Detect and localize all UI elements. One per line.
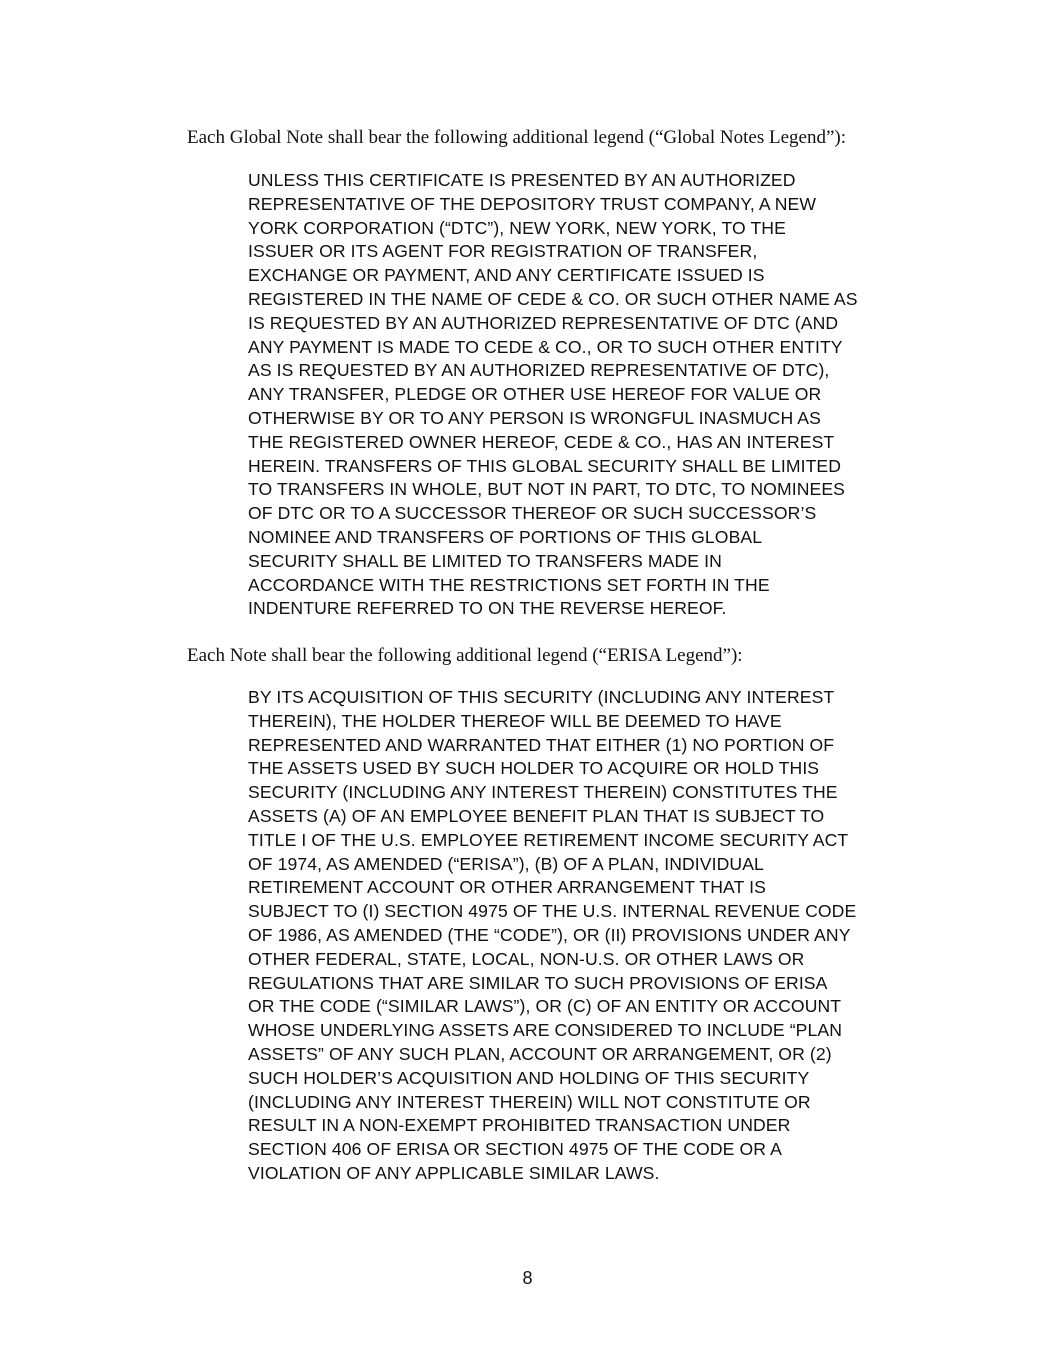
legend-line: YORK CORPORATION (“DTC”), NEW YORK, NEW YORK, TO THE <box>248 217 786 238</box>
legend-line: OF DTC OR TO A SUCCESSOR THEREOF OR SUCH SUCCESSOR’S <box>248 503 817 524</box>
legend-line: OTHERWISE BY OR TO ANY PERSON IS WRONGFUL INASMUCH AS <box>248 407 821 428</box>
page-number: 8 <box>522 1268 533 1288</box>
legend-line: EXCHANGE OR PAYMENT, AND ANY CERTIFICATE ISSUED IS <box>248 265 765 286</box>
legend-line: REGULATIONS THAT ARE SIMILAR TO SUCH PROVISIONS OF ERISA <box>248 972 828 993</box>
legend-line: OR THE CODE (“SIMILAR LAWS”), OR (C) OF AN ENTITY OR ACCOUNT <box>248 996 842 1017</box>
legend-line: RETIREMENT ACCOUNT OR OTHER ARRANGEMENT THAT IS <box>248 877 766 898</box>
legend-line: TO TRANSFERS IN WHOLE, BUT NOT IN PART, TO DTC, TO NOMINEES <box>248 479 846 500</box>
legend-line: SUCH HOLDER’S ACQUISITION AND HOLDING OF THIS SECURITY <box>248 1067 810 1088</box>
legend-line: REPRESENTATIVE OF THE DEPOSITORY TRUST COMPANY, A NEW <box>248 193 817 214</box>
legend-line: ASSETS” OF ANY SUCH PLAN, ACCOUNT OR ARRANGEMENT, OR (2) <box>248 1043 832 1064</box>
legend-line: RESULT IN A NON-EXEMPT PROHIBITED TRANSACTION UNDER <box>248 1115 791 1136</box>
legend-line: VIOLATION OF ANY APPLICABLE SIMILAR LAWS. <box>248 1162 660 1183</box>
erisa-legend <box>248 686 948 1186</box>
legend-line: ASSETS (A) OF AN EMPLOYEE BENEFIT PLAN THAT IS SUBJECT TO <box>248 805 825 826</box>
legend-line: OF 1974, AS AMENDED (“ERISA”), (B) OF A PLAN, INDIVIDUAL <box>248 853 764 874</box>
legend-line: OF 1986, AS AMENDED (THE “CODE”), OR (II) PROVISIONS UNDER ANY <box>248 924 851 945</box>
legend-line: SUBJECT TO (I) SECTION 4975 OF THE U.S. INTERNAL REVENUE CODE <box>248 901 857 922</box>
legend-line: NOMINEE AND TRANSFERS OF PORTIONS OF THIS GLOBAL <box>248 526 763 547</box>
legend-line: SECURITY SHALL BE LIMITED TO TRANSFERS MADE IN <box>248 550 722 571</box>
legend-line: ANY TRANSFER, PLEDGE OR OTHER USE HEREOF FOR VALUE OR <box>248 384 822 405</box>
legend-line: WHOSE UNDERLYING ASSETS ARE CONSIDERED TO INCLUDE “PLAN <box>248 1020 843 1041</box>
legend-line: ANY PAYMENT IS MADE TO CEDE & CO., OR TO SUCH OTHER ENTITY <box>248 336 843 357</box>
legend-line: THEREIN), THE HOLDER THEREOF WILL BE DEEMED TO HAVE <box>248 710 782 731</box>
legend-line: REPRESENTED AND WARRANTED THAT EITHER (1) NO PORTION OF <box>248 734 835 755</box>
erisa-intro: Each Note shall bear the following additional legend (“ERISA Legend”): <box>187 645 743 666</box>
legend-line: THE REGISTERED OWNER HEREOF, CEDE & CO., HAS AN INTEREST <box>248 431 835 452</box>
legend-line: SECURITY (INCLUDING ANY INTEREST THEREIN) CONSTITUTES THE <box>248 782 838 803</box>
legend-line: ACCORDANCE WITH THE RESTRICTIONS SET FORTH IN THE <box>248 574 770 595</box>
global-notes-intro: Each Global Note shall bear the following additional legend (“Global Notes Legend”): <box>187 127 846 148</box>
legend-line: HEREIN. TRANSFERS OF THIS GLOBAL SECURITY SHALL BE LIMITED <box>248 455 842 476</box>
legend-line: (INCLUDING ANY INTEREST THEREIN) WILL NOT CONSTITUTE OR <box>248 1091 811 1112</box>
global-notes-legend <box>248 169 948 621</box>
legend-line: INDENTURE REFERRED TO ON THE REVERSE HEREOF. <box>248 598 727 619</box>
legend-line: BY ITS ACQUISITION OF THIS SECURITY (INCLUDING ANY INTEREST <box>248 687 835 707</box>
legend-line: IS REQUESTED BY AN AUTHORIZED REPRESENTATIVE OF DTC (AND <box>248 312 839 333</box>
legend-line: AS IS REQUESTED BY AN AUTHORIZED REPRESENTATIVE OF DTC), <box>248 360 830 381</box>
legend-line: UNLESS THIS CERTIFICATE IS PRESENTED BY AN AUTHORIZED <box>248 170 796 190</box>
legend-line: SECTION 406 OF ERISA OR SECTION 4975 OF THE CODE OR A <box>248 1139 782 1160</box>
legend-line: TITLE I OF THE U.S. EMPLOYEE RETIREMENT INCOME SECURITY ACT <box>248 829 849 850</box>
legend-line: REGISTERED IN THE NAME OF CEDE & CO. OR SUCH OTHER NAME AS <box>248 288 858 309</box>
legend-line: OTHER FEDERAL, STATE, LOCAL, NON-U.S. OR OTHER LAWS OR <box>248 948 805 969</box>
legend-line: ISSUER OR ITS AGENT FOR REGISTRATION OF TRANSFER, <box>248 241 758 262</box>
legend-line: THE ASSETS USED BY SUCH HOLDER TO ACQUIRE OR HOLD THIS <box>248 758 820 779</box>
